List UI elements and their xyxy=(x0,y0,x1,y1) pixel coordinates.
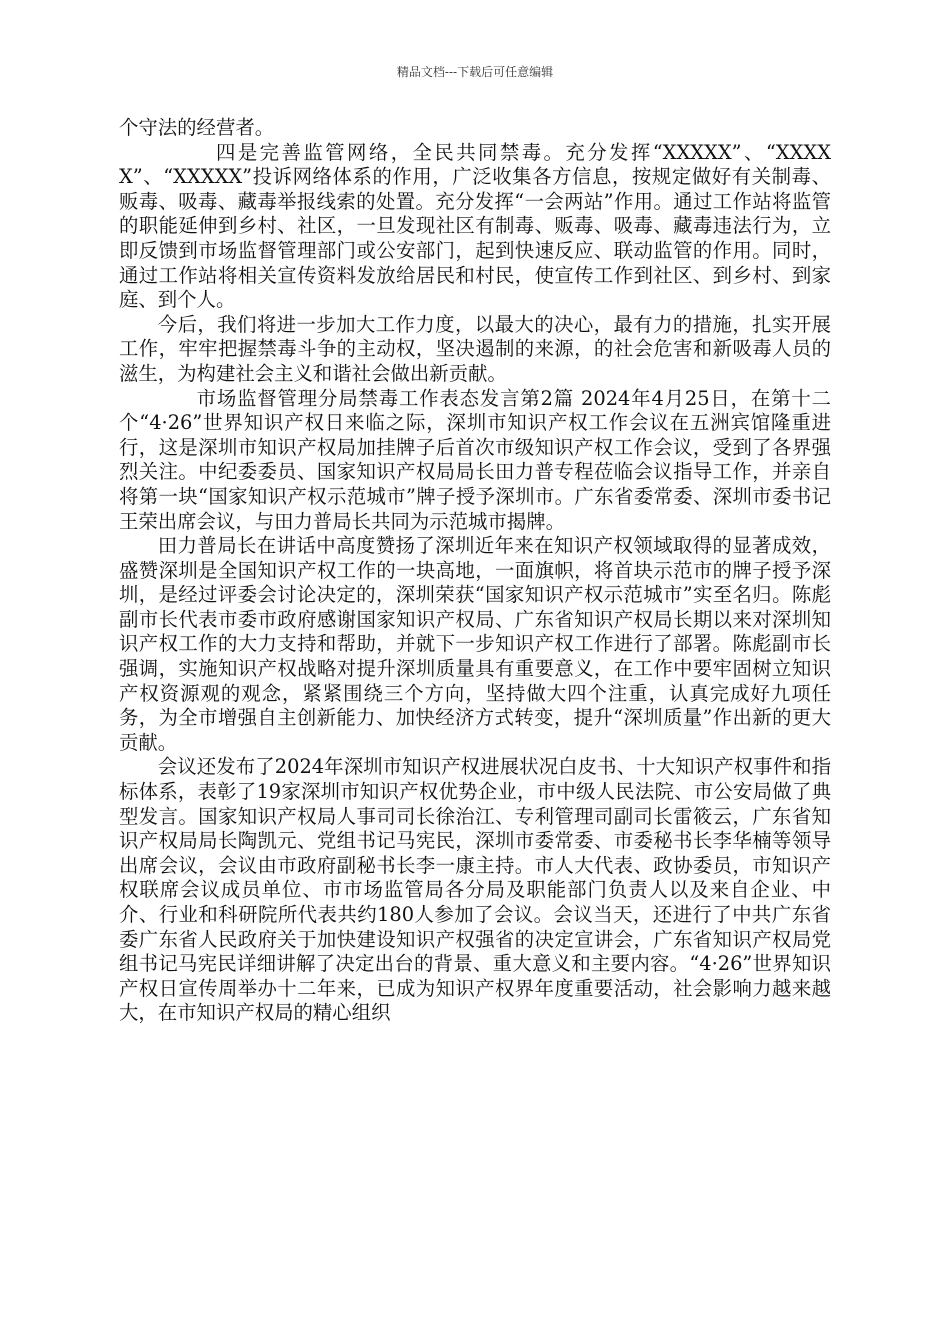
paragraph-6: 会议还发布了2024年深圳市知识产权进展状况白皮书、十大知识产权事件和指标体系，表彰了19家深圳市知识产权优势企业，市中级人民法院、市公安局做了典型发言。国家知识产权局人事司司长徐治江、专利管理司副司长雷筱云，广东省知识产权局局长陶凯元、党组书记马宪民，深圳市委常委、市委秘书长李华楠等领导出席会议，会议由市政府副秘书长李一康主持。市人大代表、政协委员，市知识产权联席会议成员单位、市市场监管局各分局及职能部门负责人以及来自企业、中介、行业和科研院所代表共约180人参加了会议。会议当天，还进行了中共广东省委广东省人民政府关于加快建设知识产权强省的决定宣讲会，广东省知识产权局党组书记马宪民详细讲解了决定出台的背景、重大意义和主要内容。“4·26”世界知识产权日宣传周举办十二年来，已成为知识产权界年度重要活动，社会影响力越来越大，在市知识产权局的精心组织 xyxy=(119,755,831,1025)
paragraph-4: 市场监督管理分局禁毒工作表态发言第2篇 2024年4月25日，在第十二个“4·26”世界知识产权日来临之际，深圳市知识产权工作会议在五洲宾馆隆重进行，这是深圳市知识产权局加挂牌子后首次市级知识产权工作会议，受到了各界强烈关注。中纪委委员、国家知识产权局局长田力普专程莅临会议指导工作，并亲自将第一块“国家知识产权示范城市”牌子授予深圳市。广东省委常委、深圳市委书记王荣出席会议，与田力普局长共同为示范城市揭牌。 xyxy=(119,386,831,533)
paragraph-3: 今后，我们将进一步加大工作力度，以最大的决心，最有力的措施，扎实开展工作，牢牢把握禁毒斗争的主动权，坚决遏制的来源，的社会危害和新吸毒人员的滋生，为构建社会主义和谐社会做出新贡献。 xyxy=(119,312,831,385)
paragraph-2: 四是完善监管网络，全民共同禁毒。充分发挥“XXXXX”、“XXXXX”、“XXXXX”投诉网络体系的作用，广泛收集各方信息，按规定做好有关制毒、贩毒、吸毒、藏毒举报线索的处置。充分发挥“一会两站”作用。通过工作站将监管的职能延伸到乡村、社区，一旦发现社区有制毒、贩毒、吸毒、藏毒违法行为，立即反馈到市场监督管理部门或公安部门，起到快速反应、联动监管的作用。同时，通过工作站将相关宣传资料发放给居民和村民，使宣传工作到社区、到乡村、到家庭、到个人。 xyxy=(119,140,831,312)
page-header: 精品文档---下载后可任意编辑 xyxy=(396,65,554,79)
paragraph-5: 田力普局长在讲话中高度赞扬了深圳近年来在知识产权领域取得的显著成效，盛赞深圳是全国知识产权工作的一块高地，一面旗帜，将首块示范市的牌子授予深圳，是经过评委会讨论决定的，深圳荣获“国家知识产权示范城市”实至名归。陈彪副市长代表市委市政府感谢国家知识产权局、广东省知识产权局长期以来对深圳知识产权工作的大力支持和帮助，并就下一步知识产权工作进行了部署。陈彪副市长强调，实施知识产权战略对提升深圳质量具有重要意义，在工作中要牢固树立知识产权资源观的观念，紧紧围绕三个方向，坚持做大四个注重，认真完成好九项任务，为全市增强自主创新能力、加快经济方式转变，提升“深圳质量”作出新的更大贡献。 xyxy=(119,534,831,754)
paragraph-1: 个守法的经营者。 xyxy=(119,116,275,139)
document-body xyxy=(119,116,831,1026)
